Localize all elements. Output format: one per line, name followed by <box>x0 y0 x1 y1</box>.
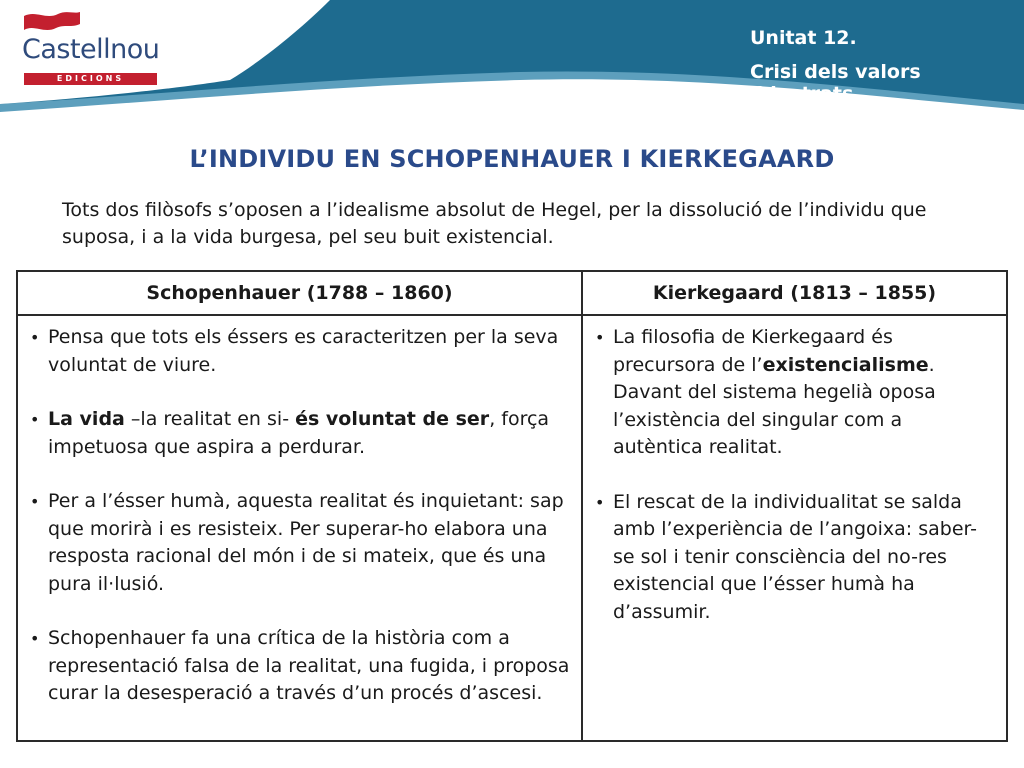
kierkegaard-list <box>593 324 996 626</box>
unit-info <box>750 27 980 105</box>
bullet-text: , força impetuosa que aspira a perdurar. <box>48 408 550 458</box>
bullet-text: El rescat de la individualitat se salda amb l’experiència de l’angoixa: saber-se sol i tenir consciència del no-res existencial que l’ésser humà ha d’assumir. <box>613 490 977 623</box>
logo-name: Castellnou <box>22 34 160 65</box>
list-item <box>593 324 996 462</box>
list-item <box>28 406 571 461</box>
logo-subtitle: EDICIONS <box>24 73 157 85</box>
bullet-icon: • <box>595 492 605 512</box>
bullet-text: Pensa que tots els éssers es caracteritzen per la seva voluntat de viure. <box>48 326 559 376</box>
page-title: L’INDIVIDU EN SCHOPENHAUER I KIERKEGAARD <box>189 145 835 173</box>
bullet-text: . Davant del sistema hegelià oposa l’existència del singular com a autèntica realitat. <box>613 353 936 458</box>
schopenhauer-cell <box>17 315 582 741</box>
bullet-icon: • <box>30 629 40 648</box>
bullet-text: Schopenhauer fa una crítica de la història com a representació falsa de la realitat, una fugida, i proposa curar la desesperació a través d’un procés d’ascesi. <box>48 627 570 704</box>
unit-number: Unitat 12. <box>750 27 857 49</box>
bullet-icon: • <box>30 410 40 429</box>
bullet-bold-text: La vida <box>48 408 125 430</box>
schopenhauer-list <box>28 324 571 708</box>
bullet-bold-text: és voluntat de ser <box>295 408 490 430</box>
table-row <box>17 315 1007 741</box>
bullet-text: La filosofia de Kierkegaard és precursora de l’ <box>613 326 893 376</box>
intro-paragraph: Tots dos filòsofs s’oposen a l’idealisme absolut de Hegel, per la dissolució de l’individu que suposa, i a la vida burgesa, pel seu buit existencial. <box>62 199 927 248</box>
table-header-row <box>17 271 1007 315</box>
bullet-bold-text: existencialisme <box>762 353 929 376</box>
list-item <box>28 625 571 708</box>
col-header-kierkegaard: Kierkegaard (1813 – 1855) <box>582 271 1007 315</box>
header-band <box>0 0 1024 125</box>
list-item <box>593 489 996 627</box>
castellnou-logo <box>22 10 162 83</box>
comparison-table <box>16 270 1008 742</box>
col-header-schopenhauer: Schopenhauer (1788 – 1860) <box>17 271 582 315</box>
list-item <box>28 488 571 598</box>
bullet-icon: • <box>30 492 40 511</box>
kierkegaard-cell <box>582 315 1007 741</box>
flag-icon <box>22 10 82 36</box>
bullet-text: Per a l’ésser humà, aquesta realitat és inquietant: sap que morirà i es resisteix. Per superar-ho elabora una resposta racional del món i de si mateix, que és una pura il·lusió. <box>48 490 564 595</box>
bullet-icon: • <box>595 328 605 347</box>
unit-title: Crisi dels valors il·lustrats <box>750 61 921 105</box>
list-item <box>28 324 571 379</box>
bullet-text: –la realitat en si- <box>124 408 296 430</box>
bullet-icon: • <box>30 328 40 347</box>
